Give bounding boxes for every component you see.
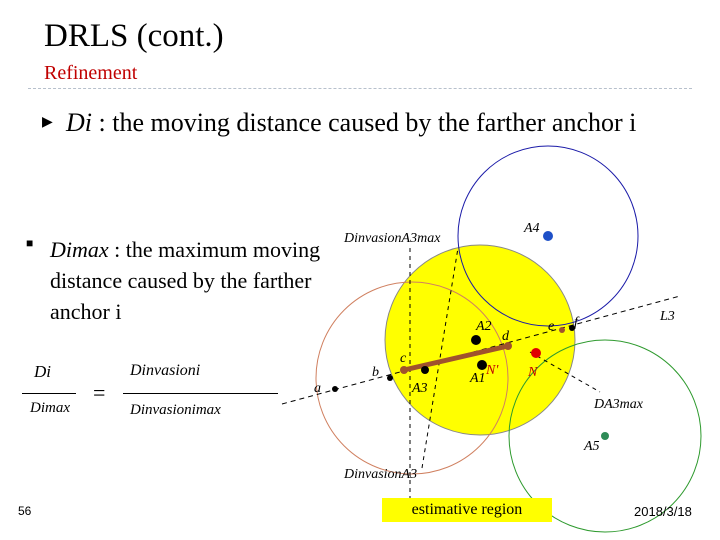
formula-left-denominator: Dimax [30, 400, 70, 416]
formula-left-numerator: Di [34, 362, 51, 381]
label-a: a [314, 381, 321, 396]
slide-date: 2018/3/18 [634, 504, 692, 519]
formula-right-denominator: Dinvasionimax [130, 402, 221, 418]
label-c: c [400, 351, 407, 366]
formula-right-numerator: Dinvasioni [130, 362, 201, 379]
label-n: N [528, 365, 538, 380]
label-l3: L3 [660, 309, 675, 324]
label-e: e [548, 319, 555, 334]
node-c [400, 366, 408, 374]
node-a2 [471, 335, 481, 345]
label-d: d [502, 329, 509, 344]
label-a4: A4 [524, 221, 540, 236]
node-a4 [543, 231, 553, 241]
node-a [332, 386, 338, 392]
arrow-bullet-icon: ▶ [42, 115, 53, 130]
label-dinvasion-a3max: DinvasionA3max [344, 231, 441, 246]
di-symbol: Di [66, 108, 92, 137]
page-number: 56 [18, 504, 32, 518]
node-e [559, 327, 565, 333]
label-dinvasion-a3: DinvasionA3 [344, 467, 418, 482]
label-a5: A5 [584, 439, 600, 454]
node-a5 [601, 432, 609, 440]
node-n [531, 348, 541, 358]
node-a3 [421, 366, 429, 374]
label-a3: A3 [412, 381, 428, 396]
node-b [387, 375, 393, 381]
label-a1: A1 [470, 371, 486, 386]
dimax-symbol: Dimax [50, 237, 109, 262]
label-b: b [372, 365, 379, 380]
di-definition-text: : the moving distance caused by the farther anchor i [92, 108, 637, 137]
estimative-region-label: estimative region [382, 498, 552, 522]
square-bullet-icon: ■ [26, 236, 34, 250]
slide-title: DRLS (cont.) [44, 18, 224, 54]
dimax-definition-text: : the maximum moving distance caused by the farther anchor i [50, 237, 321, 324]
formula-equals: = [93, 380, 106, 405]
label-da3max: DA3max [594, 397, 643, 412]
label-a2: A2 [476, 319, 492, 334]
label-f: f [574, 315, 578, 330]
slide-subtitle: Refinement [44, 62, 138, 84]
label-n-prime: N' [486, 363, 499, 378]
